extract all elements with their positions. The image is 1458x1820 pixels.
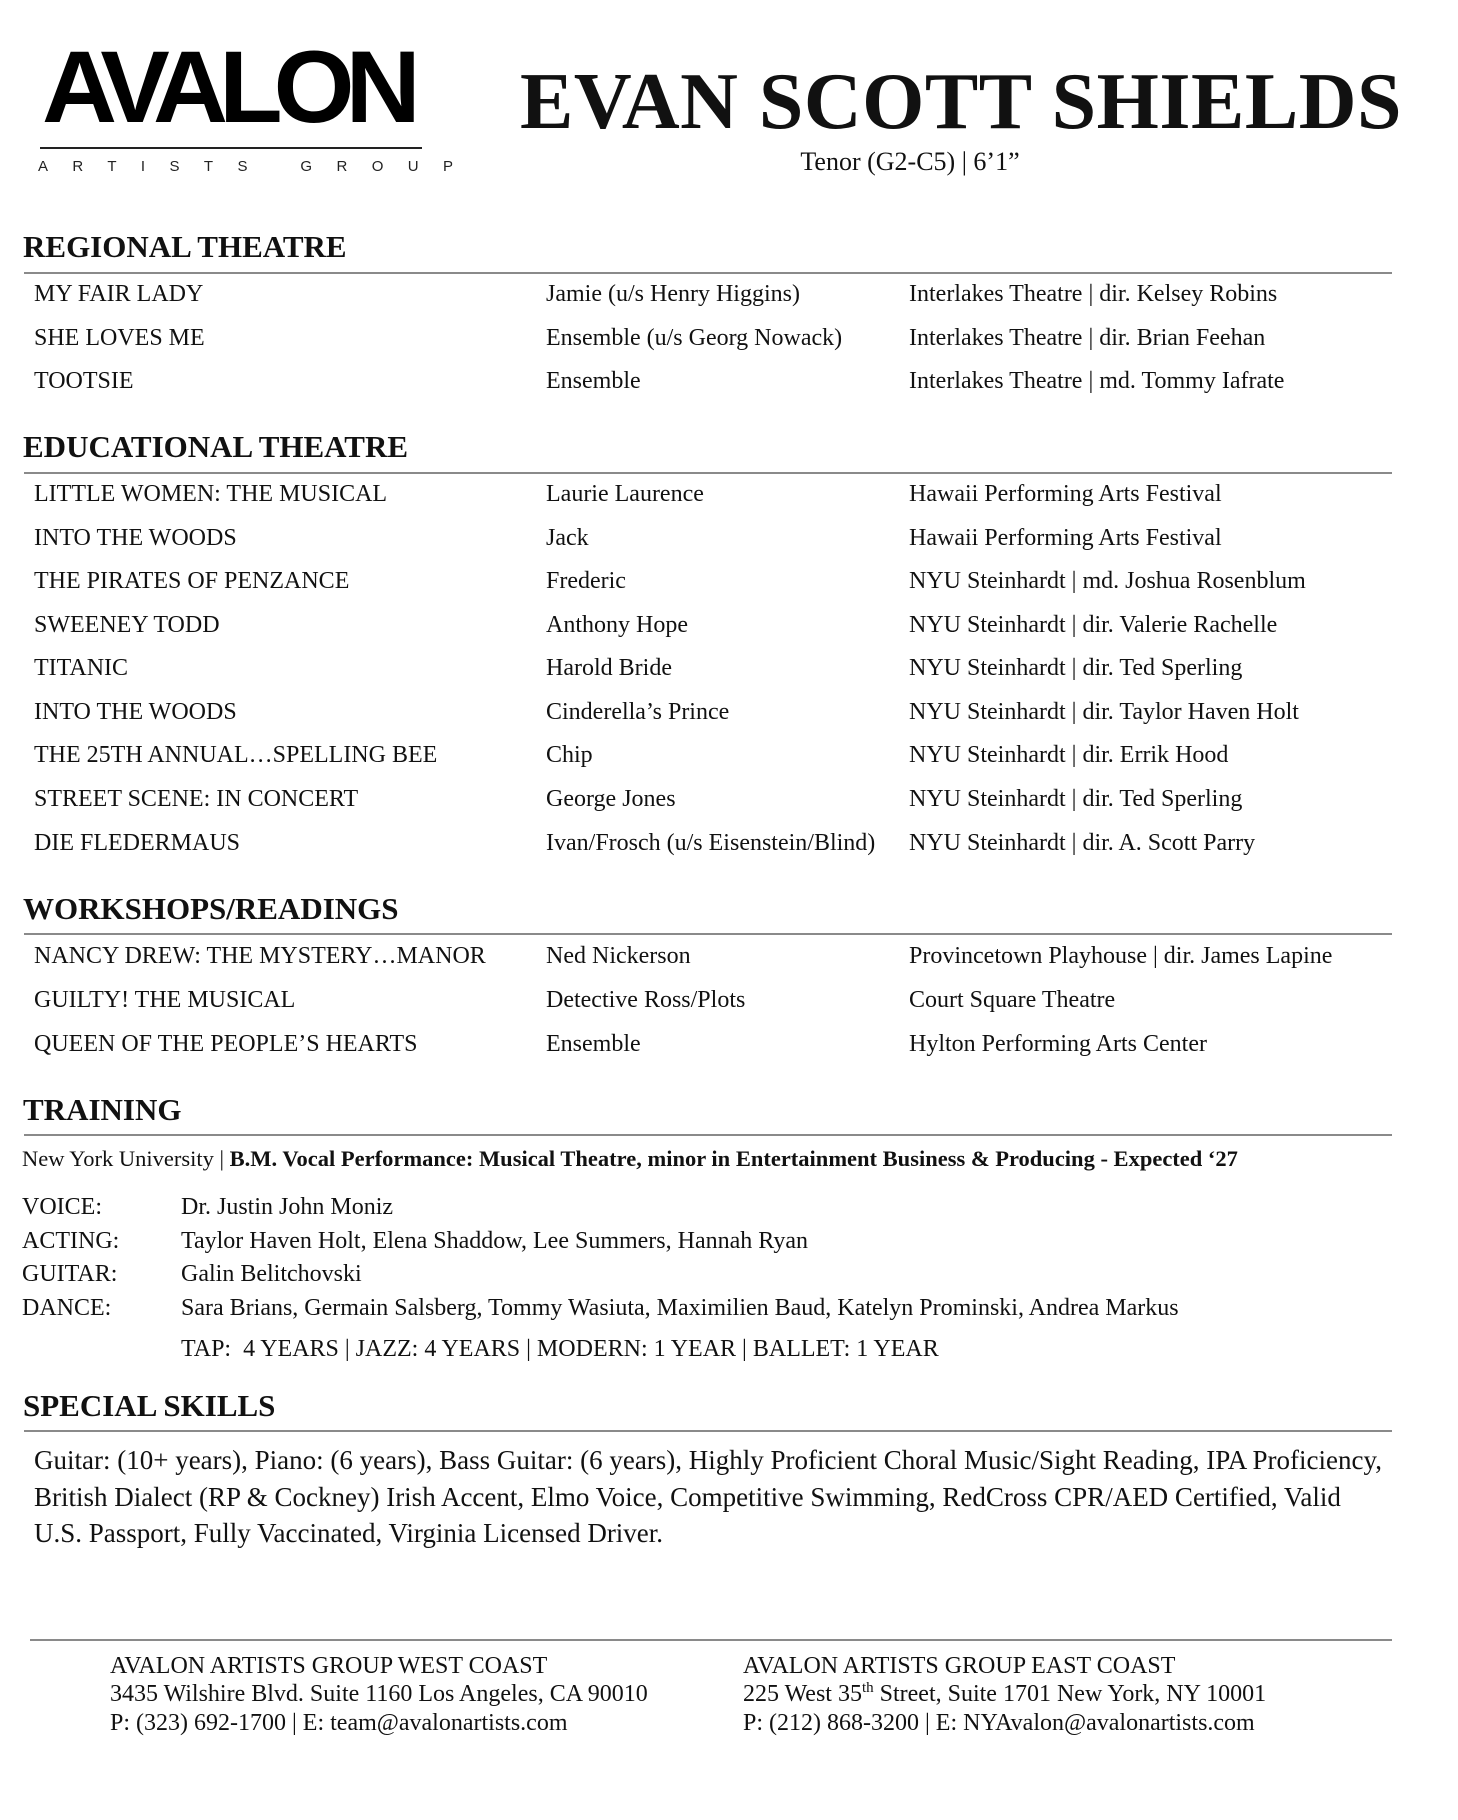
logo-subtitle: ARTISTS GROUP	[38, 158, 478, 175]
training-teachers: Sara Brians, Germain Salsberg, Tommy Wasiuta, Maximilien Baud, Katelyn Prominski, Andrea Markus	[181, 1295, 1179, 1321]
credit-show: SHE LOVES ME	[34, 325, 205, 351]
section-rule	[24, 1134, 1392, 1136]
credit-role: Ned Nickerson	[546, 943, 691, 969]
section-title-regional: REGIONAL THEATRE	[23, 229, 347, 264]
avalon-logo: AVALON	[42, 34, 412, 142]
credit-venue: Interlakes Theatre | md. Tommy Iafrate	[909, 368, 1285, 394]
credit-venue: Interlakes Theatre | dir. Kelsey Robins	[909, 281, 1278, 307]
credit-show: INTO THE WOODS	[34, 699, 237, 725]
credit-role: Cinderella’s Prince	[546, 699, 730, 725]
credit-venue: NYU Steinhardt | dir. Valerie Rachelle	[909, 612, 1278, 638]
east-coast-contact: P: (212) 868-3200 | E: NYAvalon@avalonartists.com	[743, 1710, 1255, 1736]
east-coast-address	[743, 1680, 1266, 1709]
credit-show: TITANIC	[34, 655, 129, 681]
credit-venue: NYU Steinhardt | dir. Ted Sperling	[909, 655, 1243, 681]
credit-role: Anthony Hope	[546, 612, 688, 638]
degree: B.M. Vocal Performance: Musical Theatre, minor in Entertainment Business & Producing - Expected ‘27	[229, 1146, 1238, 1171]
section-rule	[24, 1430, 1392, 1432]
section-title-educational: EDUCATIONAL THEATRE	[23, 429, 409, 464]
credit-role: Jamie (u/s Henry Higgins)	[546, 281, 800, 307]
east-address-suffix: th	[861, 1680, 874, 1696]
section-rule	[24, 472, 1392, 474]
credit-venue: NYU Steinhardt | dir. Taylor Haven Holt	[909, 699, 1299, 725]
credit-venue: Hawaii Performing Arts Festival	[909, 481, 1222, 507]
credit-venue: NYU Steinhardt | dir. A. Scott Parry	[909, 830, 1256, 856]
credit-show: SWEENEY TODD	[34, 612, 220, 638]
west-coast-title: AVALON ARTISTS GROUP WEST COAST	[110, 1653, 548, 1679]
credit-show: THE PIRATES OF PENZANCE	[34, 568, 350, 594]
east-coast-title: AVALON ARTISTS GROUP EAST COAST	[743, 1653, 1176, 1679]
credit-role: Ivan/Frosch (u/s Eisenstein/Blind)	[546, 830, 876, 856]
credit-venue: Hylton Performing Arts Center	[909, 1031, 1207, 1057]
credit-role: Frederic	[546, 568, 626, 594]
credit-role: Harold Bride	[546, 655, 672, 681]
credit-role: Ensemble	[546, 368, 641, 394]
east-address-end: Street, Suite 1701 New York, NY 10001	[873, 1681, 1267, 1707]
credit-role: Chip	[546, 742, 593, 768]
credit-venue: NYU Steinhardt | md. Joshua Rosenblum	[909, 568, 1306, 594]
credit-show: THE 25TH ANNUAL…SPELLING BEE	[34, 742, 438, 768]
credit-role: Ensemble (u/s Georg Nowack)	[546, 325, 843, 351]
credit-role: George Jones	[546, 786, 676, 812]
credit-role: Laurie Laurence	[546, 481, 704, 507]
west-coast-contact: P: (323) 692-1700 | E: team@avalonartists.com	[110, 1710, 568, 1736]
credit-role: Jack	[546, 525, 589, 551]
section-title-workshops: WORKSHOPS/READINGS	[23, 891, 399, 926]
credit-venue: Interlakes Theatre | dir. Brian Feehan	[909, 325, 1266, 351]
credit-role: Ensemble	[546, 1031, 641, 1057]
logo-rule	[40, 147, 422, 149]
section-rule	[24, 933, 1392, 935]
vocal-range-height: Tenor (G2-C5) | 6’1”	[800, 147, 1020, 176]
credit-show: LITTLE WOMEN: THE MUSICAL	[34, 481, 388, 507]
credit-show: GUILTY! THE MUSICAL	[34, 987, 296, 1013]
credit-show: QUEEN OF THE PEOPLE’S HEARTS	[34, 1031, 418, 1057]
performer-name: EVAN SCOTT SHIELDS	[520, 58, 1402, 146]
training-teachers: Galin Belitchovski	[181, 1261, 362, 1287]
credit-role: Detective Ross/Plots	[546, 987, 746, 1013]
credit-show: TOOTSIE	[34, 368, 134, 394]
training-teachers: Dr. Justin John Moniz	[181, 1194, 394, 1220]
dance-years: TAP: 4 YEARS | JAZZ: 4 YEARS | MODERN: 1 YEAR | BALLET: 1 YEAR	[181, 1336, 939, 1362]
credit-show: MY FAIR LADY	[34, 281, 204, 307]
section-title-skills: SPECIAL SKILLS	[23, 1388, 276, 1423]
west-coast-address: 3435 Wilshire Blvd. Suite 1160 Los Angeles, CA 90010	[110, 1681, 648, 1707]
training-label: ACTING:	[22, 1228, 120, 1254]
credit-venue: NYU Steinhardt | dir. Ted Sperling	[909, 786, 1243, 812]
credit-venue: Provincetown Playhouse | dir. James Lapine	[909, 943, 1333, 969]
education-line	[22, 1145, 1238, 1173]
school-name: New York University |	[22, 1146, 225, 1171]
section-rule	[24, 272, 1392, 274]
training-teachers: Taylor Haven Holt, Elena Shaddow, Lee Summers, Hannah Ryan	[181, 1228, 808, 1254]
training-label: VOICE:	[22, 1194, 102, 1220]
credit-venue: Court Square Theatre	[909, 987, 1116, 1013]
credit-show: INTO THE WOODS	[34, 525, 237, 551]
credit-show: STREET SCENE: IN CONCERT	[34, 786, 359, 812]
section-title-training: TRAINING	[23, 1092, 182, 1127]
credit-show: DIE FLEDERMAUS	[34, 830, 241, 856]
credit-venue: Hawaii Performing Arts Festival	[909, 525, 1222, 551]
special-skills-text: Guitar: (10+ years), Piano: (6 years), Bass Guitar: (6 years), Highly Proficient Choral Music/Sight Reading, IPA Proficiency, British Dialect (RP & Cockney) Irish Accent, Elmo Voice, Competitive Swimming, RedCross CPR/AED Certified, Valid U.S. Passport, Fully Vaccinated, Virginia Licensed Driver.	[34, 1445, 1382, 1548]
credit-venue: NYU Steinhardt | dir. Errik Hood	[909, 742, 1229, 768]
training-label: GUITAR:	[22, 1261, 118, 1287]
credit-show: NANCY DREW: THE MYSTERY…MANOR	[34, 943, 486, 969]
footer-rule	[30, 1639, 1392, 1641]
training-label: DANCE:	[22, 1295, 112, 1321]
east-address-start: 225 West 35	[743, 1681, 862, 1707]
